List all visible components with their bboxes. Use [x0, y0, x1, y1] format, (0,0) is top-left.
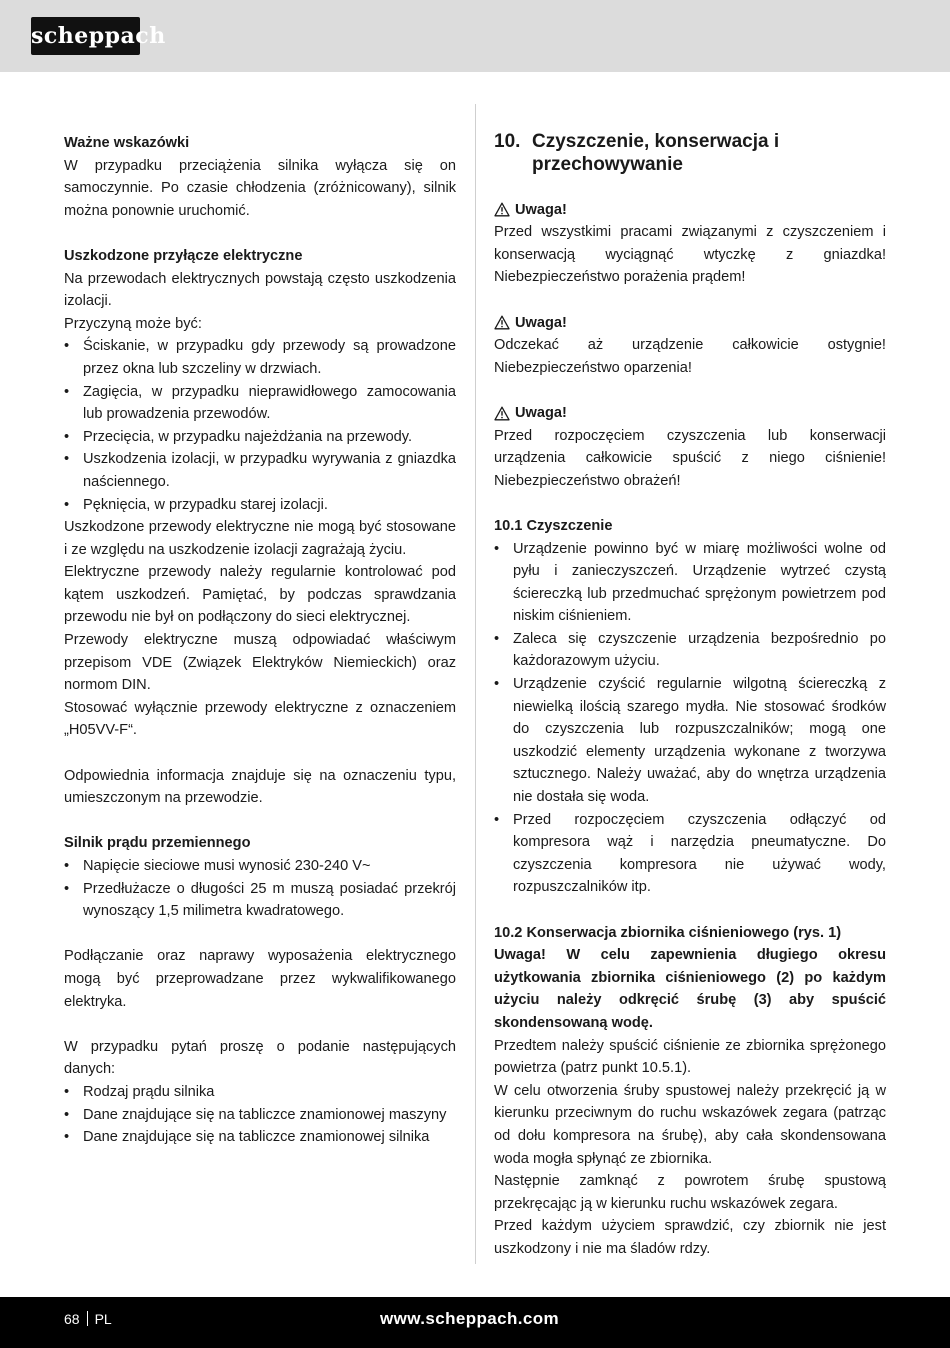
- language-code: PL: [94, 1311, 112, 1327]
- subsection-heading-tank-maintenance: 10.2 Konserwacja zbiornika ciśnieniowego (rys. 1): [494, 924, 842, 941]
- left-column: [64, 132, 456, 1149]
- maintenance-warning-text: Uwaga! W celu zapewnienia długiego okresu użytkowania zbiornika ciśnieniowego (2) po każdym użyciu należy odkręcić śrubę (3) aby spuścić skondensowaną wodę.: [494, 947, 886, 1031]
- brand-logo: scheppach: [31, 17, 140, 55]
- warning-label: Uwaga!: [515, 404, 567, 421]
- paragraph: Uszkodzone przewody elektryczne nie mogą być stosowane i ze względu na uszkodzenie izolacji zagrażają życiu.: [64, 519, 456, 558]
- paragraph: Przyczyną może być:: [64, 315, 202, 332]
- list-item: • Zagięcia, w przypadku nieprawidłowego zamocowania lub prowadzenia przewodów.: [64, 381, 456, 426]
- paragraph: Stosować wyłącznie przewody elektryczne z oznaczeniem „H05VV-F“.: [64, 699, 456, 739]
- header-bar: [0, 0, 950, 72]
- paragraph: Następnie zamknąć z powrotem śrubę spustową przekręcając ją w kierunku ruchu wskazówek zegara.: [494, 1173, 886, 1212]
- list-item: • Napięcie sieciowe musi wynosić 230-240 V~: [64, 855, 456, 878]
- warning-text: Odczekać aż urządzenie całkowicie ostygnie! Niebezpieczeństwo oparzenia!: [494, 337, 886, 376]
- section-heading-ac-motor: Silnik prądu przemiennego: [64, 835, 251, 852]
- right-column: [494, 132, 886, 1261]
- paragraph: Odpowiednia informacja znajduje się na oznaczeniu typu, umieszczonym na przewodzie.: [64, 767, 456, 807]
- warning-text: Przed wszystkimi pracami związanymi z czyszczeniem i konserwacją wyciągnąć wtyczkę z gniazdka! Niebezpieczeństwo porażenia prądem!: [494, 224, 886, 286]
- paragraph: Podłączanie oraz naprawy wyposażenia elektrycznego mogą być przeprowadzane przez wykwalifikowanego elektryka.: [64, 948, 456, 1010]
- warning-triangle-icon: [494, 315, 510, 330]
- list-item: • Przed rozpoczęciem czyszczenia odłączyć od kompresora wąż i narzędzia pneumatyczne. Do czyszczenia kompresora nie używać wody, rozpuszczalników itp.: [494, 809, 886, 899]
- paragraph: Przed każdym użyciem sprawdzić, czy zbiornik nie jest uszkodzony i nie ma śladów rdzy.: [494, 1218, 886, 1257]
- paragraph: Przedtem należy spuścić ciśnienie ze zbiornika sprężonego powietrza (patrz punkt 10.5.1).: [494, 1037, 886, 1077]
- warning-label: Uwaga!: [515, 314, 567, 331]
- section-title-text: Czyszczenie, konserwacja i przechowywanie: [532, 131, 780, 175]
- page-number: 68: [64, 1311, 80, 1327]
- paragraph: Przewody elektryczne muszą odpowiadać właściwym przepisom VDE (Związek Elektryków Niemieckich) oraz normom DIN.: [64, 632, 456, 694]
- warning-triangle-icon: [494, 406, 510, 421]
- list-item: • Przedłużacze o długości 25 m muszą posiadać przekrój wynoszący 1,5 milimetra kwadratowego.: [64, 878, 456, 923]
- required-data-list: [64, 1081, 456, 1149]
- warning-heading: [494, 312, 886, 335]
- list-item: • Dane znajdujące się na tabliczce znamionowej maszyny: [64, 1104, 456, 1127]
- subsection-heading-cleaning: 10.1 Czyszczenie: [494, 517, 613, 534]
- list-item: • Urządzenie powinno być w miarę możliwości wolne od pyłu i zanieczyszczeń. Urządzenie wytrzeć czystą ściereczką lub przedmuchać sprężonym powietrzem pod niskim ciśnieniem.: [494, 538, 886, 628]
- list-item: • Rodzaj prądu silnika: [64, 1081, 456, 1104]
- list-item: • Przecięcia, w przypadku najeżdżania na przewody.: [64, 426, 456, 449]
- cleaning-list: [494, 538, 886, 900]
- list-item: • Urządzenie czyścić regularnie wilgotną ściereczką z niewielką ilością szarego mydła. Nie stosować środków do czyszczenia lub rozpuszczalników; mogą one uszkodzić elementy urządzenia wykonane z tworzywa sztucznego. Należy uważać, aby do wnętrza urządzenia nie dostała się woda.: [494, 673, 886, 809]
- list-item: • Ściskanie, w przypadku gdy przewody są prowadzone przez okna lub szczeliny w drzwiach.: [64, 335, 456, 380]
- page-indicator: [64, 1311, 112, 1327]
- warning-triangle-icon: [494, 202, 510, 217]
- section-heading-damaged-connection: Uszkodzone przyłącze elektryczne: [64, 247, 303, 264]
- list-item: • Pęknięcia, w przypadku starej izolacji.: [64, 494, 456, 517]
- section-heading-important-notes: Ważne wskazówki: [64, 135, 190, 151]
- ac-motor-list: [64, 855, 456, 923]
- paragraph: Na przewodach elektrycznych powstają często uszkodzenia izolacji.: [64, 270, 456, 310]
- footer-bar: [0, 1297, 950, 1348]
- section-number: 10.: [494, 131, 521, 152]
- footer-separator: [87, 1311, 88, 1326]
- website-link[interactable]: www.scheppach.com: [380, 1309, 560, 1328]
- paragraph: W przypadku przeciążenia silnika wyłącza się on samoczynnie. Po czasie chłodzenia (zróżnicowany), silnik można ponownie uruchomić.: [64, 157, 456, 219]
- warning-label: Uwaga!: [515, 201, 567, 218]
- list-item: • Uszkodzenia izolacji, w przypadku wyrywania z gniazdka naściennego.: [64, 448, 456, 493]
- cause-list: [64, 335, 456, 516]
- warning-heading: [494, 402, 886, 425]
- warning-heading: [494, 199, 886, 222]
- section-title: [494, 130, 886, 176]
- list-item: • Zaleca się czyszczenie urządzenia bezpośrednio po każdorazowym użyciu.: [494, 628, 886, 673]
- paragraph: W celu otworzenia śruby spustowej należy przekręcić ją w kierunku przeciwnym do ruchu wskazówek zegara (patrząc od dołu kompresora na śrubę), aby cała skondensowana woda mogła spłynąć ze zbiornika.: [494, 1082, 886, 1167]
- warning-text: Przed rozpoczęciem czyszczenia lub konserwacji urządzenia całkowicie spuścić z niego ciśnienie! Niebezpieczeństwo obrażeń!: [494, 427, 886, 489]
- paragraph: W przypadku pytań proszę o podanie następujących danych:: [64, 1038, 456, 1078]
- paragraph: Elektryczne przewody należy regularnie kontrolować pod kątem uszkodzeń. Pamiętać, by podczas sprawdzania przewodu nie był on podłączony do sieci elektrycznej.: [64, 564, 456, 626]
- column-divider: [475, 104, 476, 1264]
- list-item: • Dane znajdujące się na tabliczce znamionowej silnika: [64, 1126, 456, 1149]
